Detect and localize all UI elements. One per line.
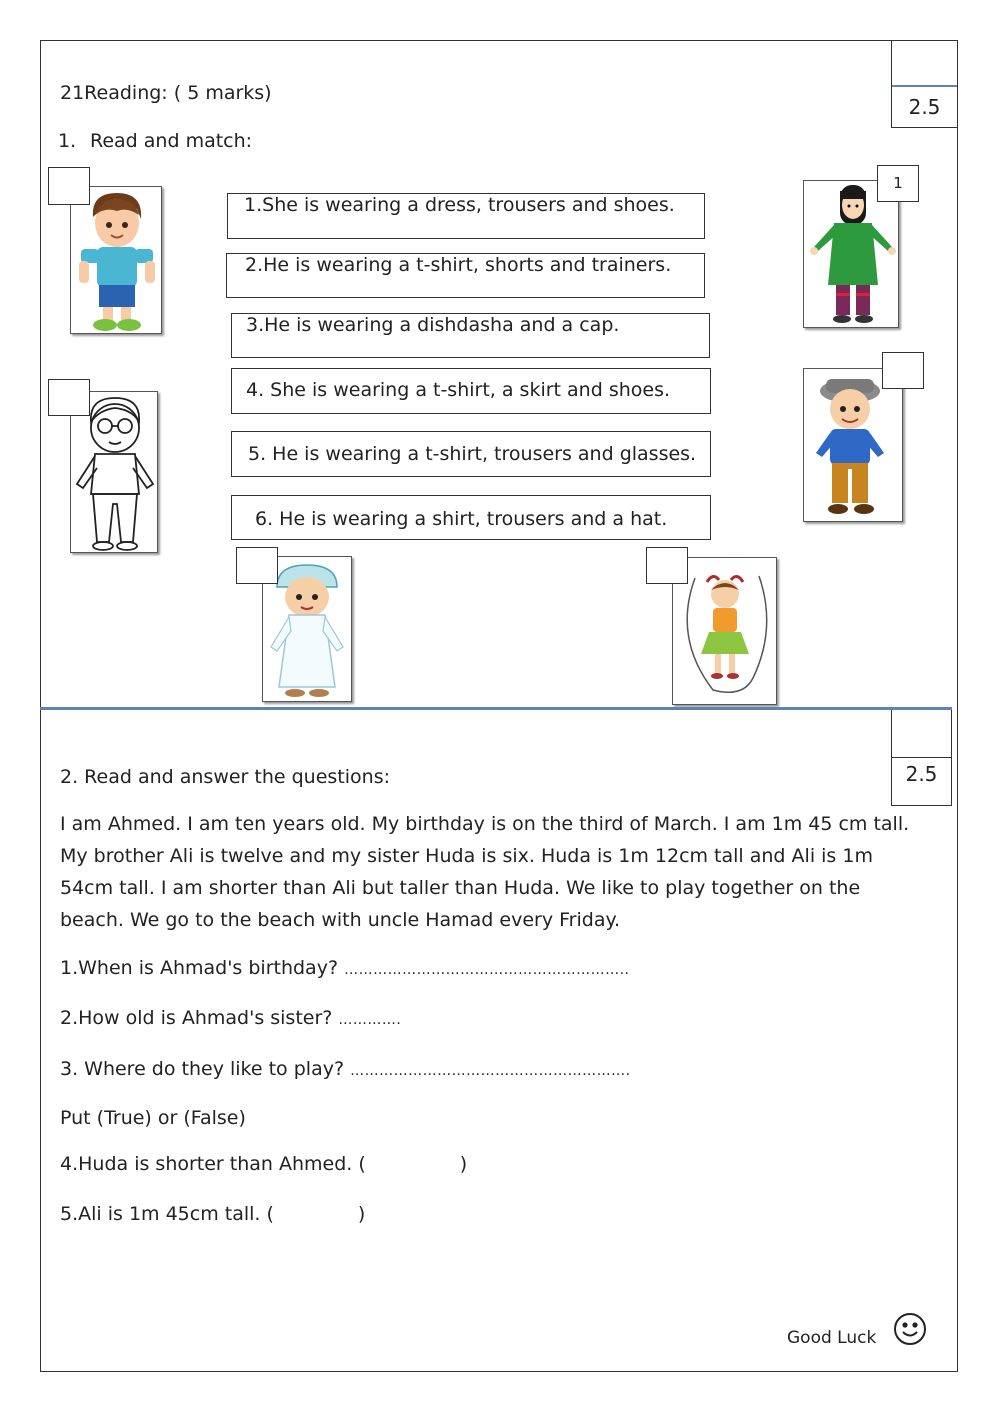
picture-boy-hat	[803, 368, 903, 522]
answer-box-picture-6[interactable]	[646, 547, 688, 584]
question-2	[60, 1007, 401, 1029]
tf-question-5: 5.Ali is 1m 45cm tall. ( )	[60, 1203, 366, 1225]
instruction: Read and match:	[90, 130, 253, 152]
sentence-2: 2.He is wearing a t-shirt, shorts and trainers.	[226, 253, 705, 298]
sentence-4: 4. She is wearing a t-shirt, a skirt and shoes.	[231, 368, 711, 414]
tf-question-4-text: 4.Huda is shorter than Ahmed. (	[60, 1153, 366, 1175]
question-1-text: 1.When is Ahmad's birthday?	[60, 957, 345, 979]
smiley-icon	[893, 1312, 927, 1346]
question-2-answer-line[interactable]: ………….	[338, 1012, 402, 1028]
section-divider	[40, 707, 952, 710]
section2-title: 2. Read and answer the questions:	[60, 766, 391, 788]
section1-title: 21Reading: ( 5 marks)	[60, 82, 272, 104]
marks-value: 2.5	[908, 95, 941, 119]
question-3	[60, 1058, 631, 1080]
answer-box-picture-5[interactable]	[236, 547, 278, 584]
sentence-6: 6. He is wearing a shirt, trousers and a hat.	[231, 495, 711, 540]
tf-question-5-text: 5.Ali is 1m 45cm tall. (	[60, 1203, 274, 1225]
picture-girl-dress-trousers	[803, 180, 899, 328]
sentence-5: 5. He is wearing a t-shirt, trousers and glasses.	[231, 431, 711, 477]
question-3-text: 3. Where do they like to play?	[60, 1058, 351, 1080]
answer-box-example: 1	[877, 165, 919, 202]
instruction-number: 1.	[58, 130, 77, 152]
good-luck-text: Good Luck	[787, 1328, 877, 1348]
answer-box-picture-4[interactable]	[882, 352, 924, 389]
answer-box-picture-1[interactable]	[48, 167, 90, 205]
tf-question-4: 4.Huda is shorter than Ahmed. ( )	[60, 1153, 468, 1175]
sentence-1: 1.She is wearing a dress, trousers and shoes.	[227, 193, 705, 239]
marks-value-section2: 2.5	[905, 762, 938, 786]
question-3-answer-line[interactable]: ………………………………………………….	[350, 1063, 631, 1079]
marks-box-section2	[891, 710, 952, 806]
picture-boy-tshirt-shorts	[70, 186, 162, 334]
true-false-instruction: Put (True) or (False)	[60, 1107, 246, 1129]
question-2-text: 2.How old is Ahmad's sister?	[60, 1007, 339, 1029]
question-1-answer-line[interactable]: …………………………………………………..	[344, 962, 630, 978]
marks-box-section1	[891, 40, 958, 128]
question-1	[60, 957, 629, 979]
reading-passage: I am Ahmed. I am ten years old. My birthday is on the third of March. I am 1m 45 cm tall. My brother Ali is twelve and my sister Huda is six. Huda is 1m 12cm tall and Ali is 1m 54cm tall. I am shorter than Ali but taller than Huda. We like to play together on the beach. We go to the beach with uncle Hamad every Friday.	[60, 813, 910, 931]
answer-box-picture-3[interactable]	[48, 379, 90, 416]
sentence-3: 3.He is wearing a dishdasha and a cap.	[231, 313, 710, 358]
